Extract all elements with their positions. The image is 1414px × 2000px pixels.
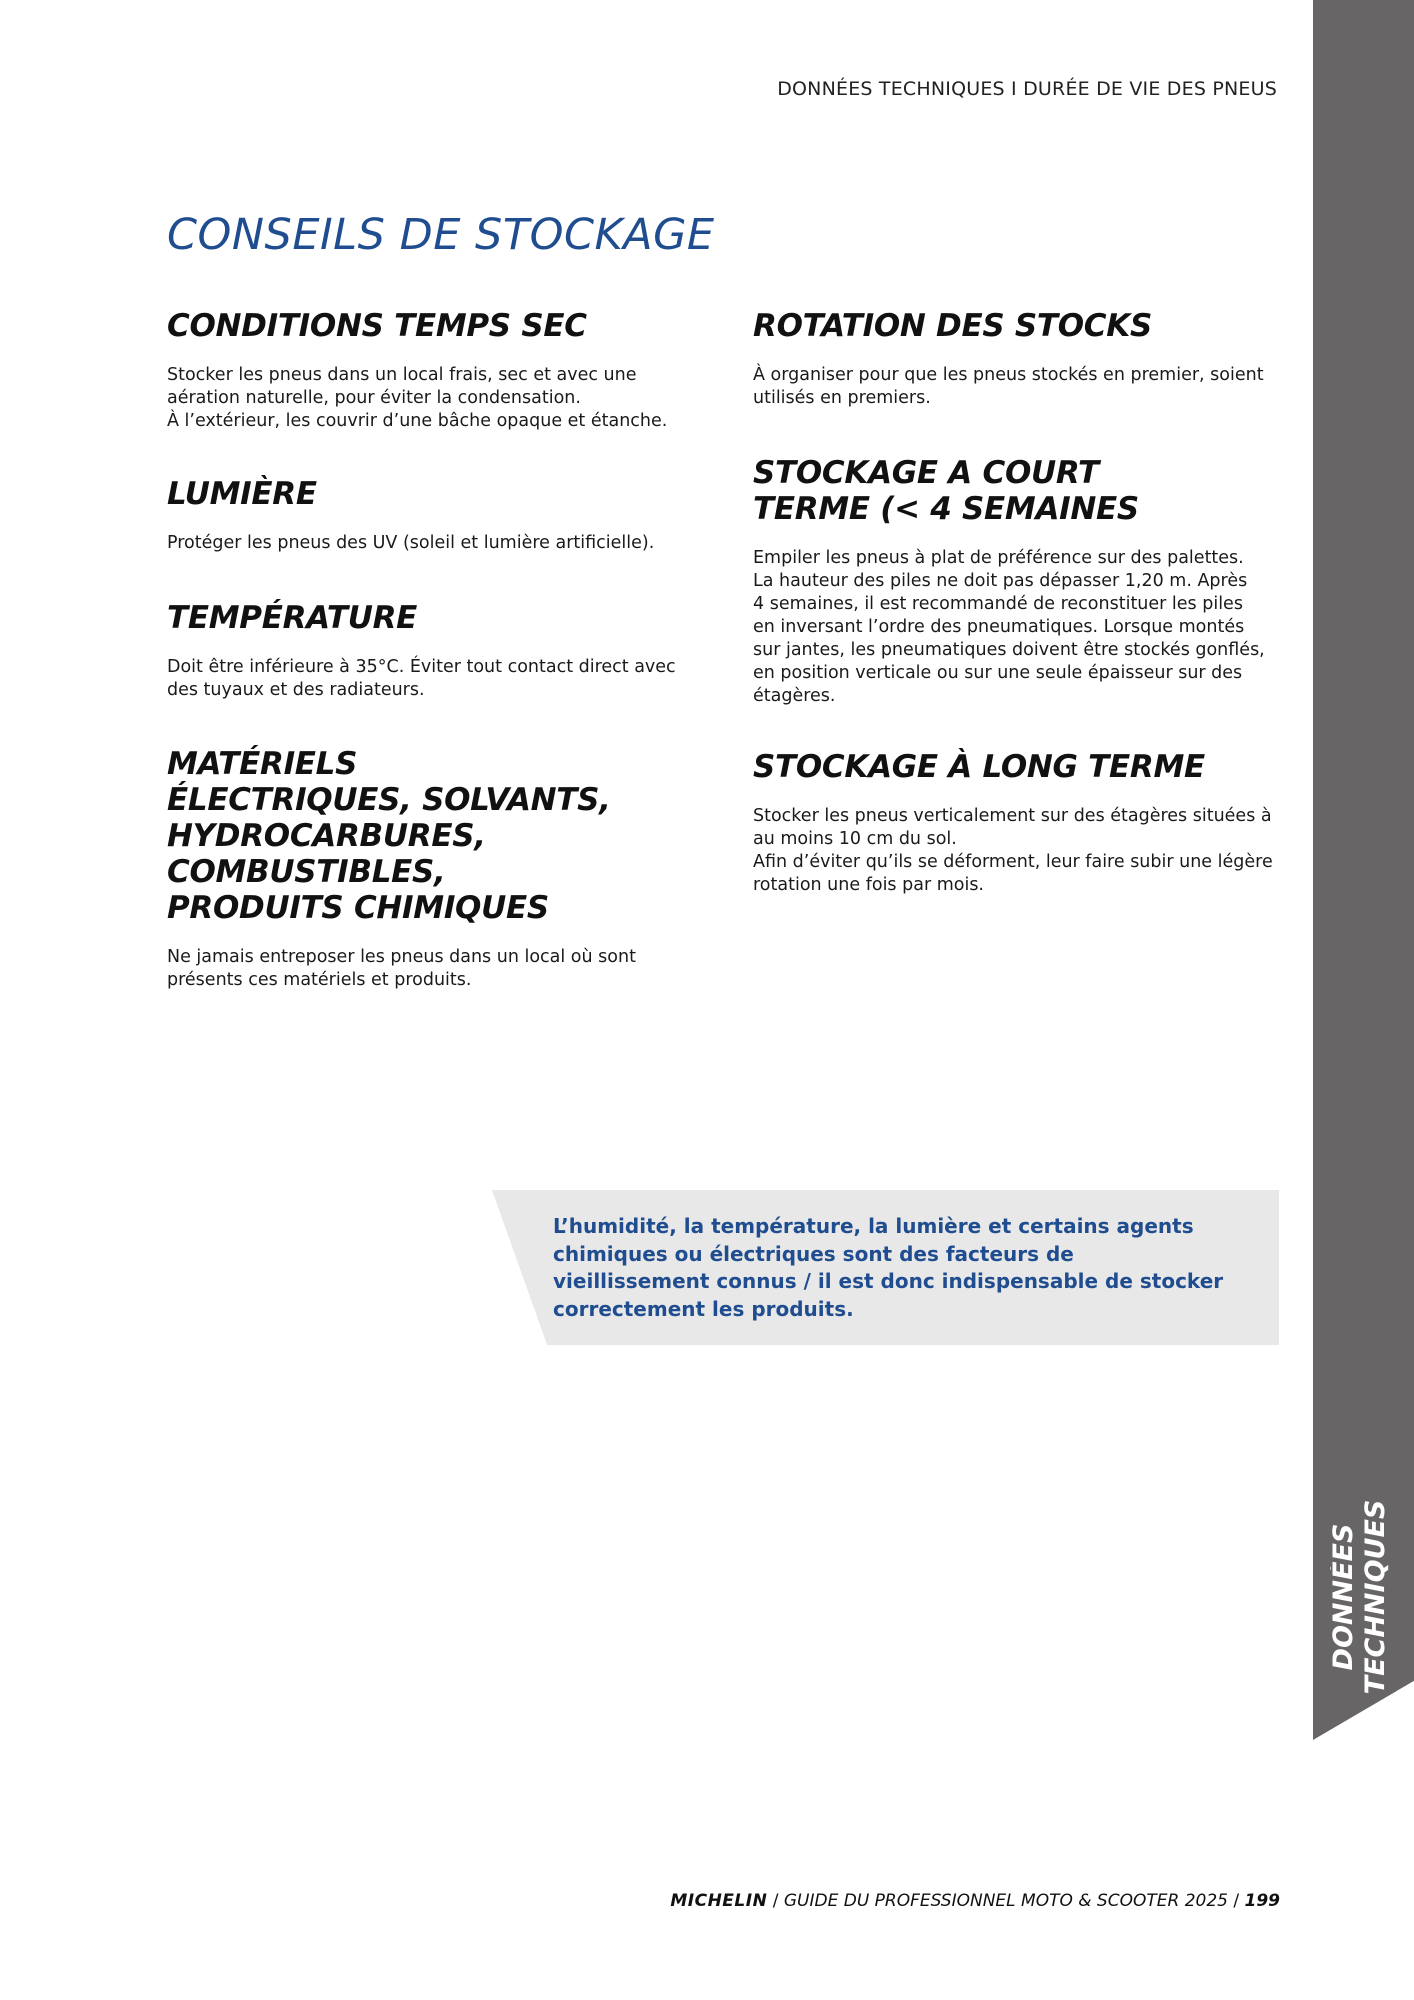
- section-text: Stocker les pneus dans un local frais, sec et avec une aération naturelle, pour éviter la condensation. À l’extérieur, les couvrir d’une bâche opaque et étanche.: [167, 365, 668, 431]
- side-tab-line2: TECHNIQUES: [1360, 1499, 1391, 1695]
- footer-brand: MICHELIN: [670, 1891, 768, 1911]
- section-long-terme: [753, 749, 1293, 897]
- section-text: Doit être inférieure à 35°C. Éviter tout contact direct avec des tuyaux et des radiateurs.: [167, 657, 676, 700]
- side-tab-band: [1313, 0, 1414, 1740]
- section-title: LUMIÈRE: [167, 476, 317, 512]
- section-rotation: [753, 308, 1293, 410]
- section-title: ROTATION DES STOCKS: [753, 308, 1153, 344]
- side-tab-label: [1330, 1492, 1400, 1702]
- section-title: CONDITIONS TEMPS SEC: [167, 308, 587, 344]
- footer-page-number: 199: [1244, 1891, 1280, 1911]
- section-court-terme: [753, 455, 1293, 708]
- section-materiels: [167, 746, 727, 992]
- section-temps-sec: [167, 308, 707, 433]
- section-text: À organiser pour que les pneus stockés en premier, soient utilisés en premiers.: [753, 365, 1264, 408]
- section-text: Stocker les pneus verticalement sur des étagères situées à au moins 10 cm du sol. Afin d’éviter qu’ils se déforment, leur faire subir une légère rotation une fois par mois.: [753, 806, 1273, 895]
- section-temperature: [167, 600, 707, 702]
- section-lumiere: [167, 476, 707, 555]
- section-title: TEMPÉRATURE: [167, 600, 418, 636]
- side-tab-line1: DONNÉES: [1330, 1523, 1359, 1671]
- section-text: Empiler les pneus à plat de préférence sur des palettes. La hauteur des piles ne doit pas dépasser 1,20 m. Après 4 semaines, il est recommandé de reconstituer les piles en inversant l’ordre des pneumatiques. Lorsque montés sur jantes, les pneumatiques doivent être stockés gonflés, en position verticale ou sur une seule épaisseur sur des étagères.: [753, 548, 1265, 706]
- header-breadcrumb: DONNÉES TECHNIQUES I DURÉE DE VIE DES PNEUS: [777, 78, 1277, 100]
- footer-guide-title: GUIDE DU PROFESSIONNEL MOTO & SCOOTER 2025: [783, 1891, 1228, 1911]
- page-title: CONSEILS DE STOCKAGE: [167, 210, 715, 260]
- section-title: MATÉRIELS ÉLECTRIQUES, SOLVANTS, HYDROCARBURES, COMBUSTIBLES, PRODUITS CHIMIQUES: [167, 746, 611, 926]
- section-title: STOCKAGE À LONG TERME: [753, 749, 1205, 785]
- callout-text: L’humidité, la température, la lumière et certains agents chimiques ou électriques sont des facteurs de vieillissement connus / il est donc indispensable de stocker correctement les produits.: [553, 1214, 1224, 1321]
- footer-separator: /: [1233, 1891, 1240, 1911]
- section-text: Ne jamais entreposer les pneus dans un local où sont présents ces matériels et produits.: [167, 947, 636, 990]
- footer: [500, 1891, 1280, 1911]
- section-text: Protéger les pneus des UV (soleil et lumière artificielle).: [167, 533, 655, 553]
- footer-separator: /: [772, 1891, 779, 1911]
- section-title: STOCKAGE A COURT TERME (< 4 SEMAINES: [753, 455, 1139, 527]
